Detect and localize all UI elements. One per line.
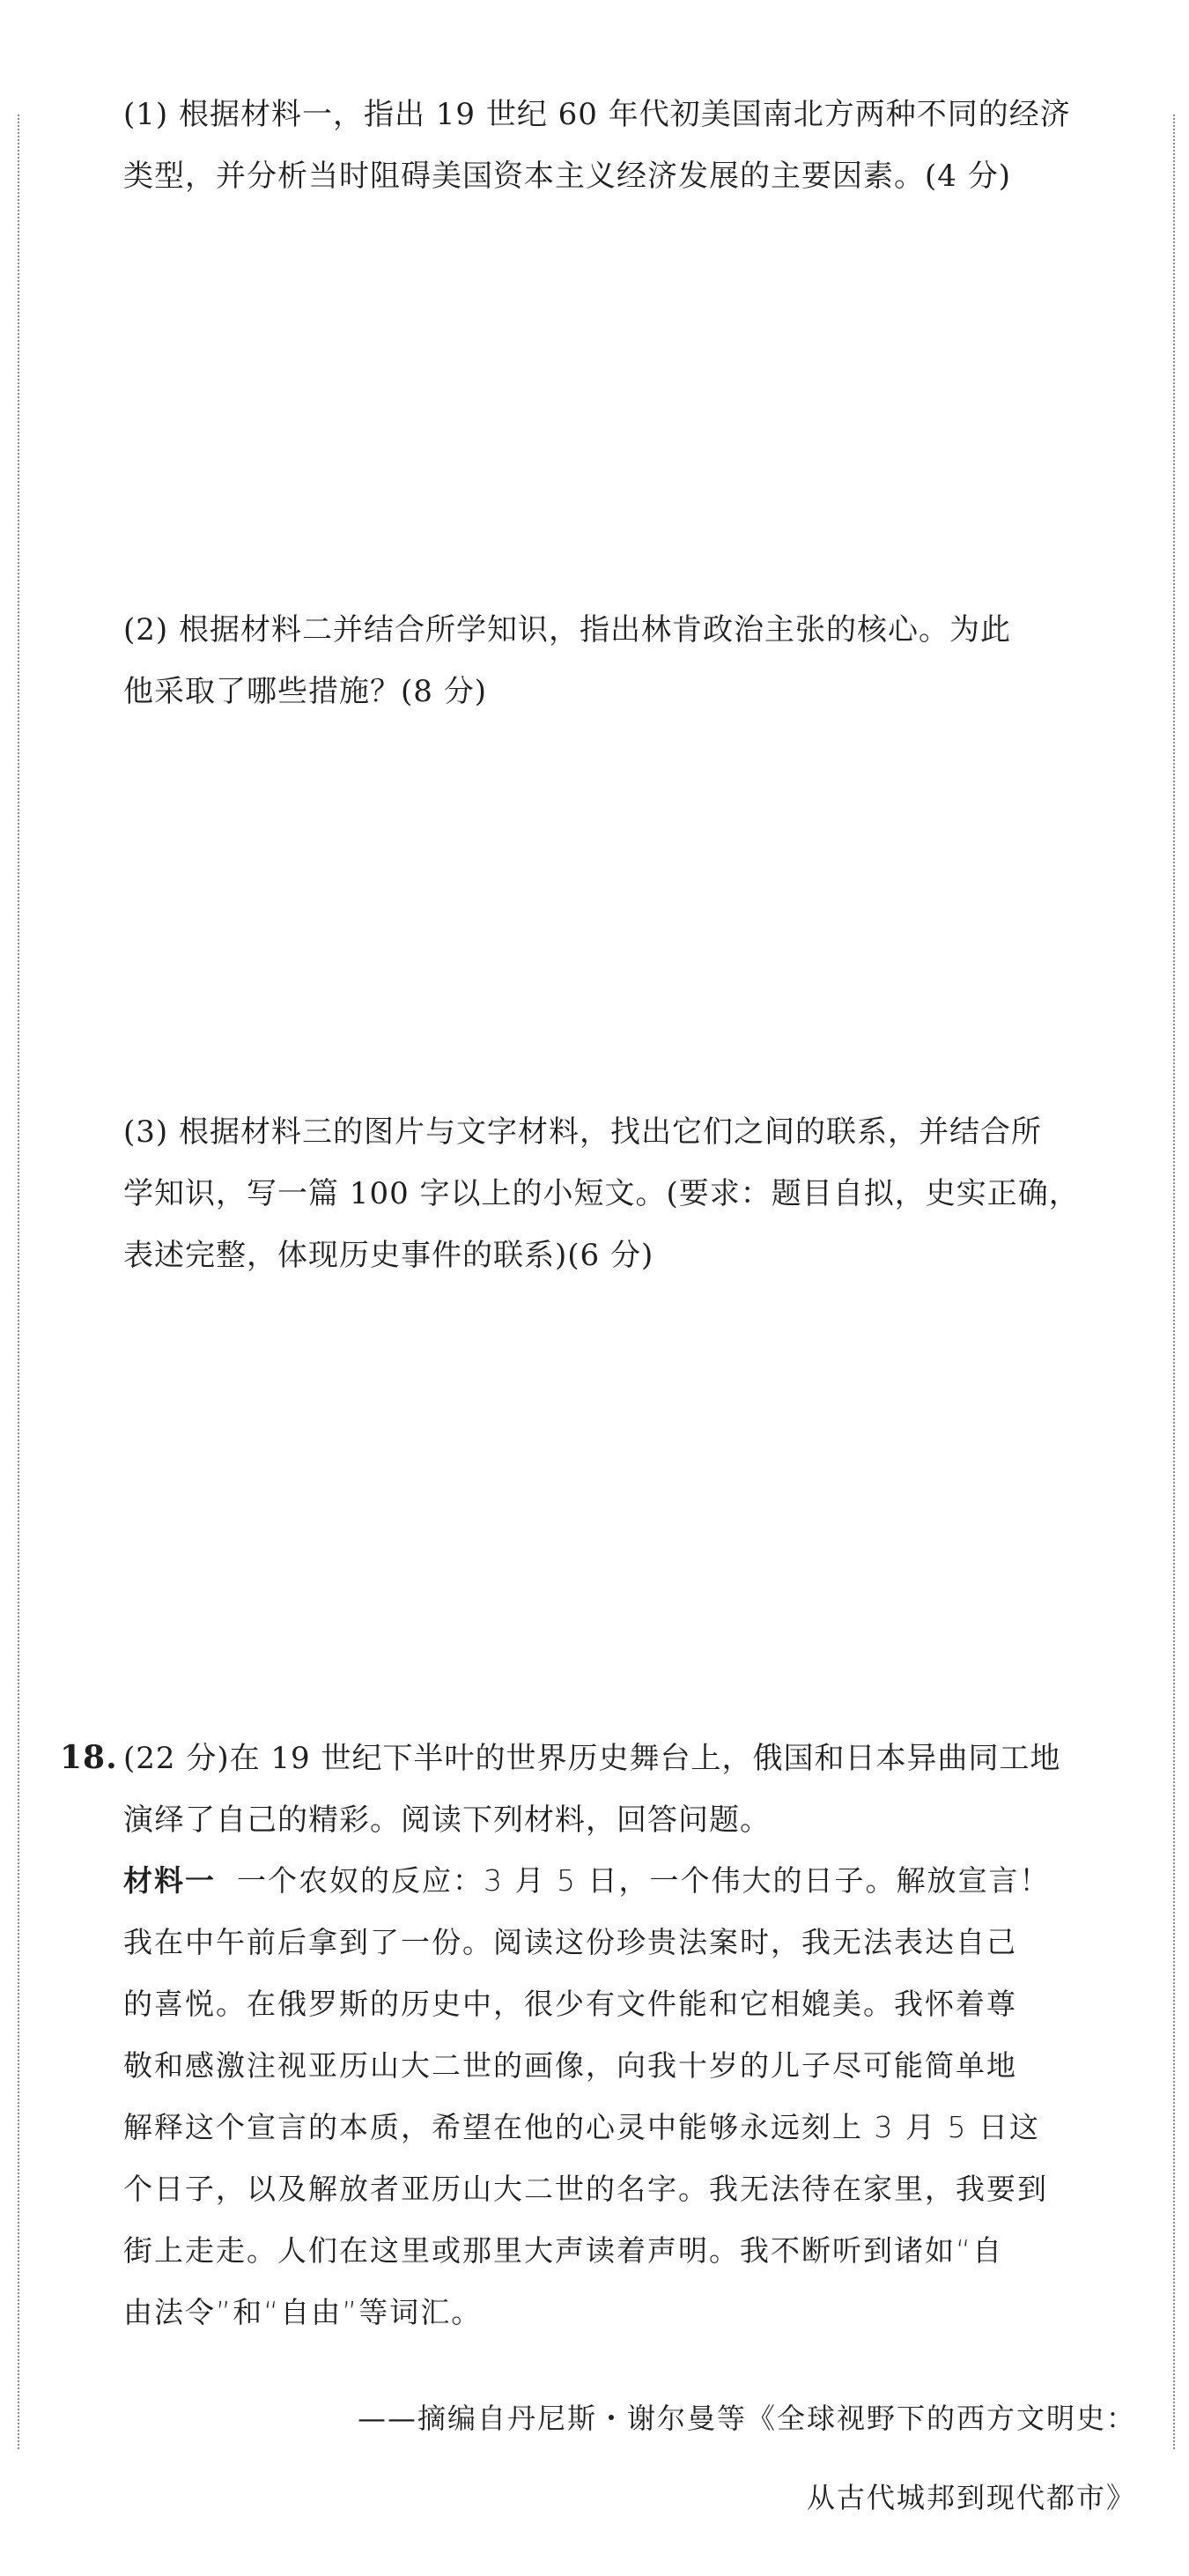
material-label: 材料一	[123, 1863, 216, 1898]
material-line: 个日子，以及解放者亚历山大二世的名字。我无法待在家里，我要到	[123, 2172, 1048, 2206]
material-1	[123, 1850, 1123, 2343]
material-line: 的喜悦。在俄罗斯的历史中，很少有文件能和它相媲美。我怀着尊	[123, 1987, 1017, 2021]
question-17-part-1	[123, 84, 1123, 207]
material-line: 由法令”和“自由”等词汇。	[123, 2295, 483, 2329]
material-line: 解释这个宣言的本质，希望在他的心灵中能够永远刻上 3 月 5 日这	[123, 2110, 1040, 2144]
question-18	[60, 1727, 1126, 1851]
question-stem: (22 分)在 19 世纪下半叶的世界历史舞台上，俄国和日本异曲同工地	[123, 1741, 1061, 1776]
question-text-line	[60, 1727, 1126, 1789]
question-text-line: 表述完整，体现历史事件的联系)(6 分)	[123, 1238, 654, 1273]
question-text-line: 他采取了哪些措施？(8 分)	[123, 674, 487, 709]
question-text-line: (3) 根据材料三的图片与文字材料，找出它们之间的联系，并结合所	[123, 1114, 1042, 1150]
question-text-line: (1) 根据材料一，指出 19 世纪 60 年代初美国南北方两种不同的经济	[123, 97, 1071, 132]
material-line: 我在中午前后拿到了一份。阅读这份珍贵法案时，我无法表达自己	[123, 1925, 1017, 1959]
question-17-part-2	[123, 599, 1123, 722]
material-source: ——摘编自丹尼斯・谢尔曼等《全球视野下的西方文明史：	[357, 2402, 1136, 2435]
question-17-part-3	[123, 1101, 1123, 1286]
material-line: 街上走走。人们在这里或那里大声读着声明。我不断听到诸如“自	[123, 2233, 1004, 2268]
question-number: 18.	[60, 1739, 118, 1776]
binding-margin-left	[18, 115, 19, 2449]
material-source-continued: 从古代城邦到现代都市》	[806, 2481, 1136, 2514]
question-text-line: 演绎了自己的精彩。阅读下列材料，回答问题。	[123, 1802, 771, 1838]
material-line: 敬和感激注视亚历山大二世的画像，向我十岁的儿子尽可能简单地	[123, 2048, 1017, 2083]
question-text-line: 类型，并分析当时阻碍美国资本主义经济发展的主要因素。(4 分)	[123, 159, 1011, 194]
question-text-line: (2) 根据材料二并结合所学知识，指出林肯政治主张的核心。为此	[123, 612, 1011, 648]
question-text-line: 学知识，写一篇 100 字以上的小短文。(要求：题目自拟，史实正确，	[123, 1176, 1080, 1211]
material-line	[123, 1850, 1123, 1912]
binding-margin-right	[1173, 115, 1175, 2449]
material-text: 一个农奴的反应：3 月 5 日，一个伟大的日子。解放宣言！	[237, 1863, 1051, 1898]
